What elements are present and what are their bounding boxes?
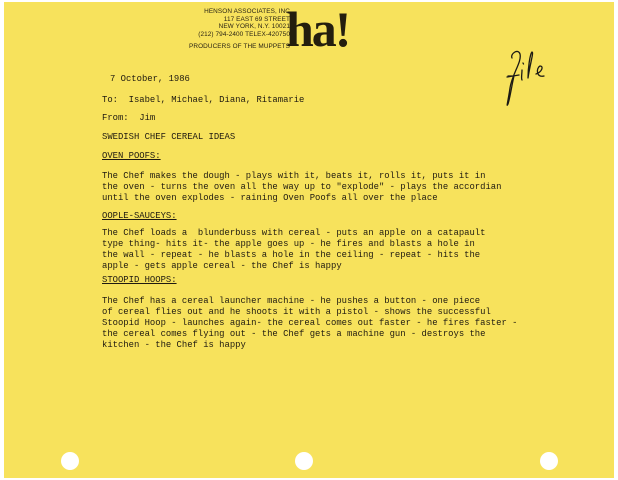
company-name: HENSON ASSOCIATES, INC	[204, 8, 290, 15]
memo-subject: SWEDISH CHEF CEREAL IDEAS	[102, 132, 236, 142]
memo-page	[4, 2, 614, 478]
punch-hole-right	[540, 452, 558, 470]
section-heading-stoopid-hoops: STOOPID HOOPS:	[102, 275, 177, 285]
company-street: 117 EAST 69 STREET	[223, 15, 290, 23]
memo-date: 7 October, 1986	[110, 74, 190, 84]
punch-hole-left	[61, 452, 79, 470]
company-city: NEW YORK, N.Y. 10021	[218, 23, 290, 31]
section-line: the cereal comes flying out - the Chef gets a machine gun - destroys the	[102, 329, 486, 339]
punch-hole-center	[295, 452, 313, 470]
company-tagline: PRODUCERS OF THE MUPPETS	[189, 43, 290, 51]
section-heading-oven-poofs: OVEN POOFS:	[102, 151, 161, 161]
section-line: Stoopid Hoop - launches again- the cereal comes out faster - he fires faster -	[102, 318, 518, 328]
section-heading-oople-sauceys: OOPLE-SAUCEYS:	[102, 211, 177, 221]
section-line: The Chef loads a blunderbuss with cereal - puts an apple on a catapault	[102, 228, 486, 238]
company-phone: (212) 794-2400 TELEX-420750	[198, 30, 290, 38]
section-line: The Chef makes the dough - plays with it, beats it, rolls it, puts it in	[102, 171, 486, 181]
section-line: the oven - turns the oven all the way up to "explode" - plays the accordian	[102, 182, 502, 192]
memo-from: From: Jim	[102, 113, 156, 123]
section-line: kitchen - the Chef is happy	[102, 340, 246, 350]
section-line: the wall - repeat - he blasts a hole in the ceiling - repeat - hits the	[102, 250, 481, 260]
section-line: until the oven explodes - raining Oven Poofs all over the place	[102, 193, 438, 203]
section-line: The Chef has a cereal launcher machine - he pushes a button - one piece	[102, 296, 481, 306]
ha-logo: ha!	[286, 2, 350, 57]
section-line: type thing- hits it- the apple goes up - he fires and blasts a hole in	[102, 239, 475, 249]
section-line: of cereal flies out and he shoots it with a pistol - shows the successful	[102, 307, 491, 317]
memo-body	[102, 2, 602, 350]
memo-to: To: Isabel, Michael, Diana, Ritamarie	[102, 95, 305, 105]
section-line: apple - gets apple cereal - the Chef is happy	[102, 261, 342, 271]
